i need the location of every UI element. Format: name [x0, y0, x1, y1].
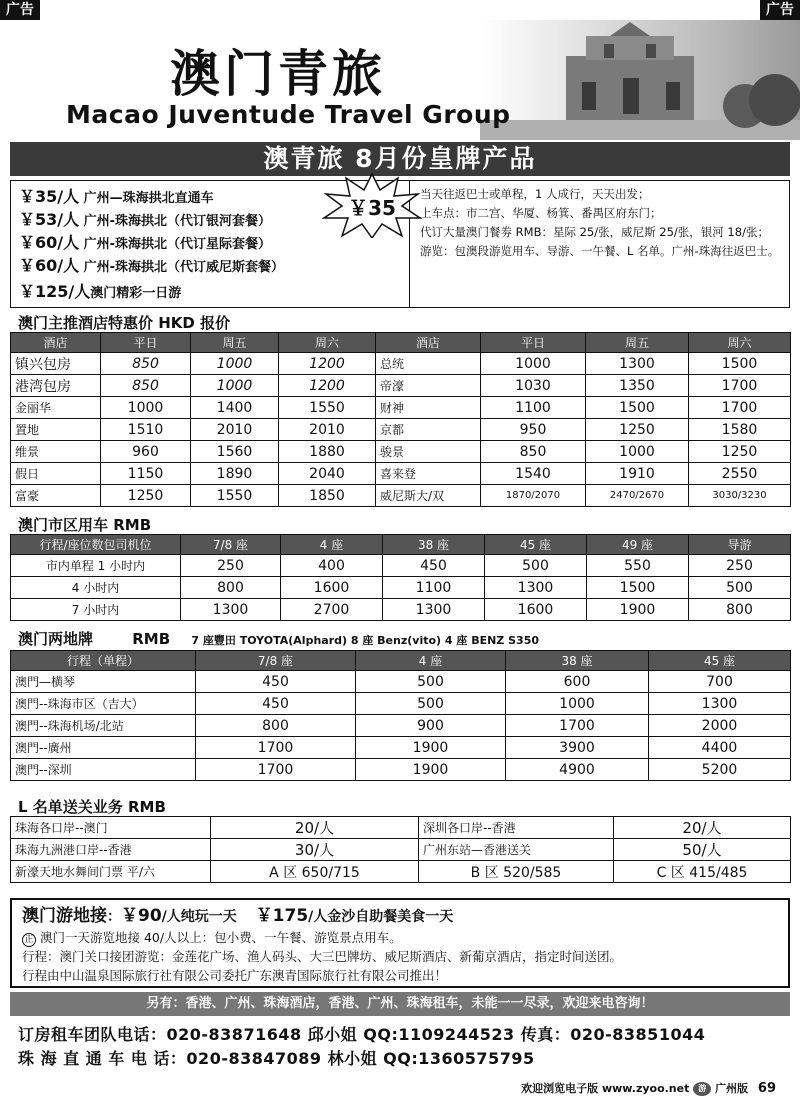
price-cell: 1030: [481, 375, 586, 397]
brand-en: Macao Juventude Travel Group: [66, 100, 511, 129]
promo-item: [19, 280, 409, 303]
table-row: [11, 397, 791, 419]
route-cell: 澳門--珠海机场/北站: [11, 715, 196, 737]
price-cell: 700: [649, 671, 791, 693]
promo-price: ￥35/人: [19, 187, 80, 206]
header: [0, 20, 800, 140]
tours-desc-2: /人金沙自助餐美食一天: [308, 909, 454, 925]
table-row: [11, 839, 791, 861]
col-header: 49 座: [587, 535, 689, 555]
price-cell: 1890: [191, 463, 279, 485]
price-cell: 1300: [485, 577, 587, 599]
price-cell: 1150: [101, 463, 191, 485]
promo-details: [409, 181, 789, 307]
price-cell: 450: [383, 555, 485, 577]
price-cell: 1300: [586, 353, 689, 375]
price-cell: 1510: [101, 419, 191, 441]
ruins-of-st-paul-illustration: [480, 20, 800, 140]
tours-line: [22, 928, 778, 947]
price-cell: 3030/3230: [689, 485, 791, 507]
col-header: 周五: [586, 333, 689, 353]
hotel-name: 帝濠: [376, 375, 481, 397]
price-cell: 250: [689, 555, 791, 577]
hotels-table: [10, 332, 791, 507]
price-cell: 1100: [383, 577, 485, 599]
price-cell: 2700: [281, 599, 383, 621]
price-cell: 2000: [649, 715, 791, 737]
price-cell: 1900: [587, 599, 689, 621]
circled-zheng-icon: 正: [22, 933, 36, 947]
footer-text: 欢迎浏览电子版 www.zyoo.net: [521, 1082, 690, 1095]
col-header: 平日: [481, 333, 586, 353]
col-header: 周五: [191, 333, 279, 353]
route-cell: 市内单程 1 小时内: [11, 555, 181, 577]
table-row: [11, 599, 791, 621]
table-row: [11, 485, 791, 507]
footer: [521, 1080, 776, 1096]
starburst-badge: [322, 172, 422, 238]
price-cell: 250: [181, 555, 281, 577]
hotel-name: 喜来登: [376, 463, 481, 485]
zyoo-logo-icon: 游: [693, 1082, 711, 1096]
city-car-table: [10, 534, 791, 621]
hotel-name: 港湾包房: [11, 375, 101, 397]
col-header: 周六: [279, 333, 376, 353]
price-cell: 5200: [649, 759, 791, 781]
tours-headline: 澳门游地接：￥90/人纯玩一天 ￥175/人金沙自助餐美食一天: [22, 906, 454, 926]
col-header: 酒店: [11, 333, 101, 353]
price-cell: 1000: [191, 375, 279, 397]
price-cell: 960: [101, 441, 191, 463]
price-cell: 500: [689, 577, 791, 599]
plates-title-row: [18, 628, 539, 649]
hotels-title: 澳门主推酒店特惠价 HKD 报价: [18, 314, 231, 332]
table-row: [11, 555, 791, 577]
price-cell: 3900: [506, 737, 649, 759]
price-cell: 500: [356, 693, 506, 715]
price-cell: 1200: [279, 375, 376, 397]
footer-edition: 广州版: [715, 1082, 749, 1095]
route-cell: 澳門—横琴: [11, 671, 196, 693]
price-cell: 800: [196, 715, 356, 737]
brand-cn: 澳门青旅: [170, 45, 386, 103]
table-row: [11, 671, 791, 693]
promo-detail-line: 当天往返巴士或单程，1 人成行，天天出发；: [420, 187, 650, 201]
hotel-name: 总统: [376, 353, 481, 375]
price-cell: 1850: [279, 485, 376, 507]
price-cell: 1100: [481, 397, 586, 419]
promo-price: ￥125/人: [19, 282, 91, 301]
price-cell: 1600: [281, 577, 383, 599]
hotel-name: 骏景: [376, 441, 481, 463]
col-header: 7/8 座: [196, 651, 356, 671]
ticket-zone-a: A 区 650/715: [211, 861, 419, 883]
col-header: 导游: [689, 535, 791, 555]
col-header: 45 座: [485, 535, 587, 555]
route-cell: 珠海九洲港口岸--香港: [11, 839, 211, 861]
route-cell: 7 小时内: [11, 599, 181, 621]
table-row: [11, 737, 791, 759]
route-cell: 澳門--廣州: [11, 737, 196, 759]
promo-detail-line: 上车点：市二宫、华厦、杨箕、番禺区府东门；: [420, 206, 662, 220]
price-cell: 800: [181, 577, 281, 599]
ruins-photo: [480, 20, 800, 140]
price-cell: 2040: [279, 463, 376, 485]
hotel-name: 财神: [376, 397, 481, 419]
table-header-row: [11, 651, 791, 671]
phone-line-booking: 订房租车团队电话：020-83871648 邱小姐 QQ:1109244523 传真：020-83851044: [18, 1025, 706, 1044]
table-header-row: [11, 535, 791, 555]
price-cell: 850: [101, 375, 191, 397]
price-cell: 1910: [586, 463, 689, 485]
lname-title: L 名单送关业务 RMB: [18, 798, 166, 816]
promo-desc: 广州-珠海拱北（代订威尼斯套餐）: [83, 260, 285, 275]
table-row: [11, 861, 791, 883]
price-cell: 600: [506, 671, 649, 693]
table-row: [11, 375, 791, 397]
title-banner: 澳青旅 8月份皇牌产品: [10, 142, 790, 176]
promo-item: [19, 254, 409, 277]
plates-title: 澳门两地牌: [18, 630, 94, 648]
ad-tag-right: 广告: [760, 0, 800, 20]
price-cell: 1000: [586, 441, 689, 463]
price-cell: 1250: [101, 485, 191, 507]
price-cell: 1600: [485, 599, 587, 621]
hotel-name: 置地: [11, 419, 101, 441]
price-cell: 1540: [481, 463, 586, 485]
table-header-row: [11, 333, 791, 353]
price-cell: 1700: [689, 397, 791, 419]
price-cell: 1550: [279, 397, 376, 419]
plates-table: [10, 650, 791, 781]
table-row: [11, 463, 791, 485]
more-services-bar: 另有：香港、广州、珠海酒店，香港、广州、珠海租车，未能一一尽录，欢迎来电咨询！: [10, 992, 790, 1016]
tours-desc-1: /人纯玩一天: [161, 909, 237, 925]
lname-table: [10, 816, 791, 883]
price-cell: 1550: [191, 485, 279, 507]
hotel-name: 金丽华: [11, 397, 101, 419]
route-cell: 广州东站—香港送关: [419, 839, 614, 861]
table-row: [11, 817, 791, 839]
price-cell: 1500: [586, 397, 689, 419]
price-cell: 1350: [586, 375, 689, 397]
price-cell: 1000: [101, 397, 191, 419]
price-cell: 1200: [279, 353, 376, 375]
price-cell: 550: [587, 555, 689, 577]
table-row: [11, 353, 791, 375]
price-cell: 850: [481, 441, 586, 463]
table-row: [11, 441, 791, 463]
price-cell: 1560: [191, 441, 279, 463]
price-cell: 500: [356, 671, 506, 693]
promo-desc: 广州-珠海拱北（代订星际套餐）: [83, 237, 272, 252]
page-number: 69: [757, 1081, 776, 1096]
price-cell: 1300: [383, 599, 485, 621]
hotel-name: 维景: [11, 441, 101, 463]
price-cell: 1900: [356, 759, 506, 781]
price-cell: 2470/2670: [586, 485, 689, 507]
promo-desc: 广州—珠海拱北直通车: [83, 191, 214, 206]
table-row: [11, 759, 791, 781]
price-cell: 500: [485, 555, 587, 577]
promo-price: ￥60/人: [19, 256, 80, 275]
tours-line: 行程：澳门关口接团游览：金莲花广场、渔人码头、大三巴牌坊、威尼斯酒店、新葡京酒店，指定时间送团。: [22, 949, 623, 964]
col-header: 45 座: [649, 651, 791, 671]
hotel-name: 假日: [11, 463, 101, 485]
price-cell: 1700: [196, 759, 356, 781]
price-cell: 2010: [191, 419, 279, 441]
price-cell: 4900: [506, 759, 649, 781]
plates-vehicle-note: 7 座豐田 TOYOTA(Alphard) 8 座 Benz(vito) 4 座 BENZ S350: [191, 634, 540, 647]
price-cell: 800: [689, 599, 791, 621]
col-header: 38 座: [383, 535, 485, 555]
table-row: [11, 693, 791, 715]
promo-price: ￥60/人: [19, 233, 80, 252]
col-header: 周六: [689, 333, 791, 353]
price-cell: 900: [356, 715, 506, 737]
price-cell: 850: [101, 353, 191, 375]
tours-box: [10, 898, 790, 988]
hotel-name: 威尼斯大/双: [376, 485, 481, 507]
price-cell: 1250: [586, 419, 689, 441]
starburst-price: ￥35: [348, 196, 396, 220]
route-cell: 4 小时内: [11, 577, 181, 599]
tours-text: 澳门一天游览地接 40/人以上：包小费、一午餐、游览景点用车。: [40, 930, 402, 945]
tours-price-2: ￥175: [255, 906, 309, 926]
price-cell: 1000: [191, 353, 279, 375]
ticket-zone-b: B 区 520/585: [419, 861, 614, 883]
table-row: [11, 577, 791, 599]
col-header: 行程/座位数包司机位: [11, 535, 181, 555]
price-cell: 50/人: [614, 839, 791, 861]
route-cell: 澳門--珠海市区（吉大）: [11, 693, 196, 715]
route-cell: 澳門--深圳: [11, 759, 196, 781]
price-cell: 1700: [689, 375, 791, 397]
tours-title: 澳门游地接: [22, 906, 107, 926]
price-cell: 20/人: [614, 817, 791, 839]
route-cell: 深圳各口岸--香港: [419, 817, 614, 839]
promo-price: ￥53/人: [19, 210, 80, 229]
price-cell: 1700: [196, 737, 356, 759]
price-cell: 450: [196, 693, 356, 715]
price-cell: 30/人: [211, 839, 419, 861]
price-cell: 1580: [689, 419, 791, 441]
ad-tag-left: 广告: [0, 0, 40, 20]
hotel-name: 富豪: [11, 485, 101, 507]
col-header: 平日: [101, 333, 191, 353]
price-cell: 1300: [649, 693, 791, 715]
route-cell: 珠海各口岸--澳门: [11, 817, 211, 839]
tours-price-1: ￥90: [121, 906, 162, 926]
price-cell: 4400: [649, 737, 791, 759]
hotel-name: 镇兴包房: [11, 353, 101, 375]
col-header: 4 座: [281, 535, 383, 555]
tours-line: 行程由中山温泉国际旅行社有限公司委托广东澳青国际旅行社有限公司推出！: [22, 968, 448, 983]
price-cell: 1000: [506, 693, 649, 715]
price-cell: 1900: [356, 737, 506, 759]
price-cell: 1000: [481, 353, 586, 375]
col-header: 4 座: [356, 651, 506, 671]
table-row: [11, 715, 791, 737]
promo-detail-line: 代订大量澳门餐劵 RMB：星际 25/张，威尼斯 25/张，银河 18/张；: [420, 225, 769, 239]
price-cell: 1870/2070: [481, 485, 586, 507]
price-cell: 1500: [689, 353, 791, 375]
hotel-name: 京都: [376, 419, 481, 441]
price-cell: 1250: [689, 441, 791, 463]
price-cell: 1500: [587, 577, 689, 599]
price-cell: 2550: [689, 463, 791, 485]
price-cell: 1880: [279, 441, 376, 463]
plates-rmb: RMB: [132, 630, 171, 648]
price-cell: 1300: [181, 599, 281, 621]
price-cell: 950: [481, 419, 586, 441]
col-header: 7/8 座: [181, 535, 281, 555]
col-header: 38 座: [506, 651, 649, 671]
price-cell: 1400: [191, 397, 279, 419]
table-row: [11, 419, 791, 441]
price-cell: 450: [196, 671, 356, 693]
col-header: 酒店: [376, 333, 481, 353]
promo-desc: 广州-珠海拱北（代订银河套餐）: [83, 214, 272, 229]
promo-detail-line: 游览：包澳段游览用车、导游、一午餐、L 名单。广州-珠海往返巴士。: [420, 244, 780, 258]
price-cell: 2010: [279, 419, 376, 441]
price-cell: 20/人: [211, 817, 419, 839]
price-cell: 400: [281, 555, 383, 577]
ticket-zone-c: C 区 415/485: [614, 861, 791, 883]
ticket-label: 新濠天地水舞间门票 平/六: [11, 861, 211, 883]
phone-line-zhuhai: 珠 海 直 通 车 电 话：020-83847089 林小姐 QQ:1360575795: [18, 1049, 535, 1068]
city-car-title: 澳门市区用车 RMB: [18, 516, 152, 534]
price-cell: 1700: [506, 715, 649, 737]
col-header: 行程（单程）: [11, 651, 196, 671]
promo-desc: 澳门精彩一日游: [90, 286, 182, 301]
